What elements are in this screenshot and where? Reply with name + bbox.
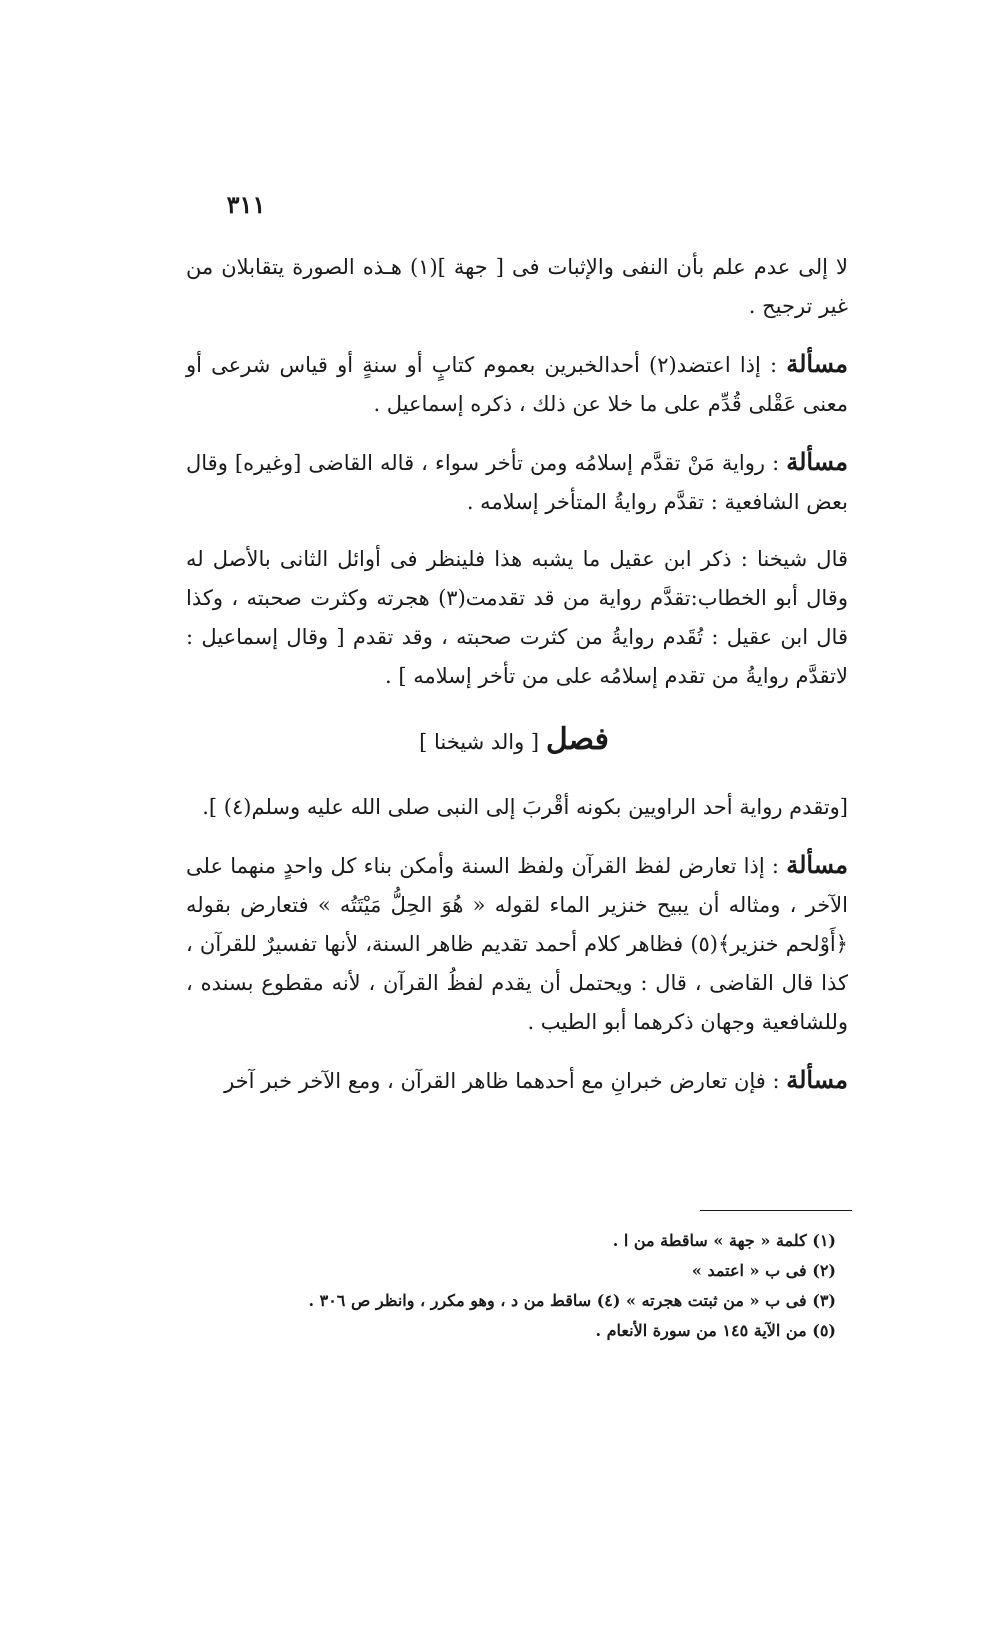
masala-label: مسألة [786, 850, 848, 879]
paragraph-continuation [186, 248, 848, 326]
section-heading [186, 720, 848, 762]
masala-label: مسألة [786, 1065, 848, 1094]
footnote-separator [700, 1210, 852, 1211]
masala-paragraph [186, 442, 848, 522]
paragraph-text: قال شيخنا : ذكر ابن عقيل ما يشبه هذا فلينظر فى أوائل الثانى بالأصل له وقال أبو الخطاب:تقدَّم رواية من قد تقدمت(٣) هجرته وكثرت صحبته ، وكذا قال ابن عقيل : تُقَدم روايةُ من كثرت صحبته ، وقد تقدم [ وقال إسماعيل : لاتقدَّم روايةُ من تقدم إسلامُه على من تأخر إسلامه ] . [186, 547, 848, 688]
fasl-word: فصل [545, 722, 609, 757]
masala-paragraph [186, 845, 848, 1042]
footnote-3: (٣) فى ب « من ثبتت هجرته » (٤) ساقط من د ، وهو مكرر ، وانظر ص ٣٠٦ . [308, 1291, 836, 1310]
sheikh-commentary-paragraph [186, 540, 848, 696]
masala-paragraph [186, 344, 848, 424]
paragraph-text: : رواية مَنْ تقدَّم إسلامُه ومن تأخر سواء ، قاله القاضى [وغيره] وقال بعض الشافعية : تقدَّم روايةُ المتأخر إسلامه . [186, 451, 848, 514]
paragraph-text: : إذا اعتضد(٢) أحدالخبرين بعموم كتابٍ أو سنةٍ أو قياس شرعى أو معنى عَقْلى قُدِّم على ما خلا عن ذلك ، ذكره إسماعيل . [186, 353, 848, 416]
paragraph-text: : فإن تعارض خبرانِ مع أحدهما ظاهر القرآن ، ومع الآخر خبر آخر [224, 1069, 787, 1093]
footnote-1: (١) كلمة « جهة » ساقطة من ا . [612, 1231, 836, 1250]
masala-label: مسألة [786, 447, 848, 476]
paragraph-text: : إذا تعارض لفظ القرآن ولفظ السنة وأمكن بناء كل واحدٍ منهما على الآخر ، ومثاله أن يبيح خنزير الماء لقوله « هُوَ الحِلُّ مَيْتَتُه » فتعارض بقوله ﴿أَوْلحم خنزير﴾(٥) فظاهر كلام أحمد تقديم ظاهر السنة، لأنها تفسيرٌ للقرآن ، كذا قال القاضى ، قال : ويحتمل أن يقدم لفظُ القرآن ، لأنه مقطوع بسنده ، وللشافعية وجهان ذكرهما أبو الطيب . [186, 854, 848, 1034]
footnotes [210, 1226, 836, 1346]
paragraph-bracketed [186, 788, 848, 827]
footnote-2: (٢) فى ب « اعتمد » [691, 1261, 836, 1280]
paragraph-text: لا إلى عدم علم بأن النفى والإثبات فى [ جهة ](١) هـذه الصورة يتقابلان من غير ترجيح . [186, 255, 848, 318]
page-number: ٣١١ [226, 190, 266, 219]
footnote-5: (٥) من الآية ١٤٥ من سورة الأنعام . [595, 1321, 836, 1340]
fasl-bracket-text: [ والد شيخنا ] [419, 730, 540, 754]
paragraph-text: [وتقدم رواية أحد الراويين بكونه أقْربَ إلى النبى صلى الله عليه وسلم(٤) ]. [202, 795, 848, 819]
main-text [186, 248, 848, 1101]
masala-paragraph [186, 1060, 848, 1101]
masala-label: مسألة [786, 349, 849, 378]
